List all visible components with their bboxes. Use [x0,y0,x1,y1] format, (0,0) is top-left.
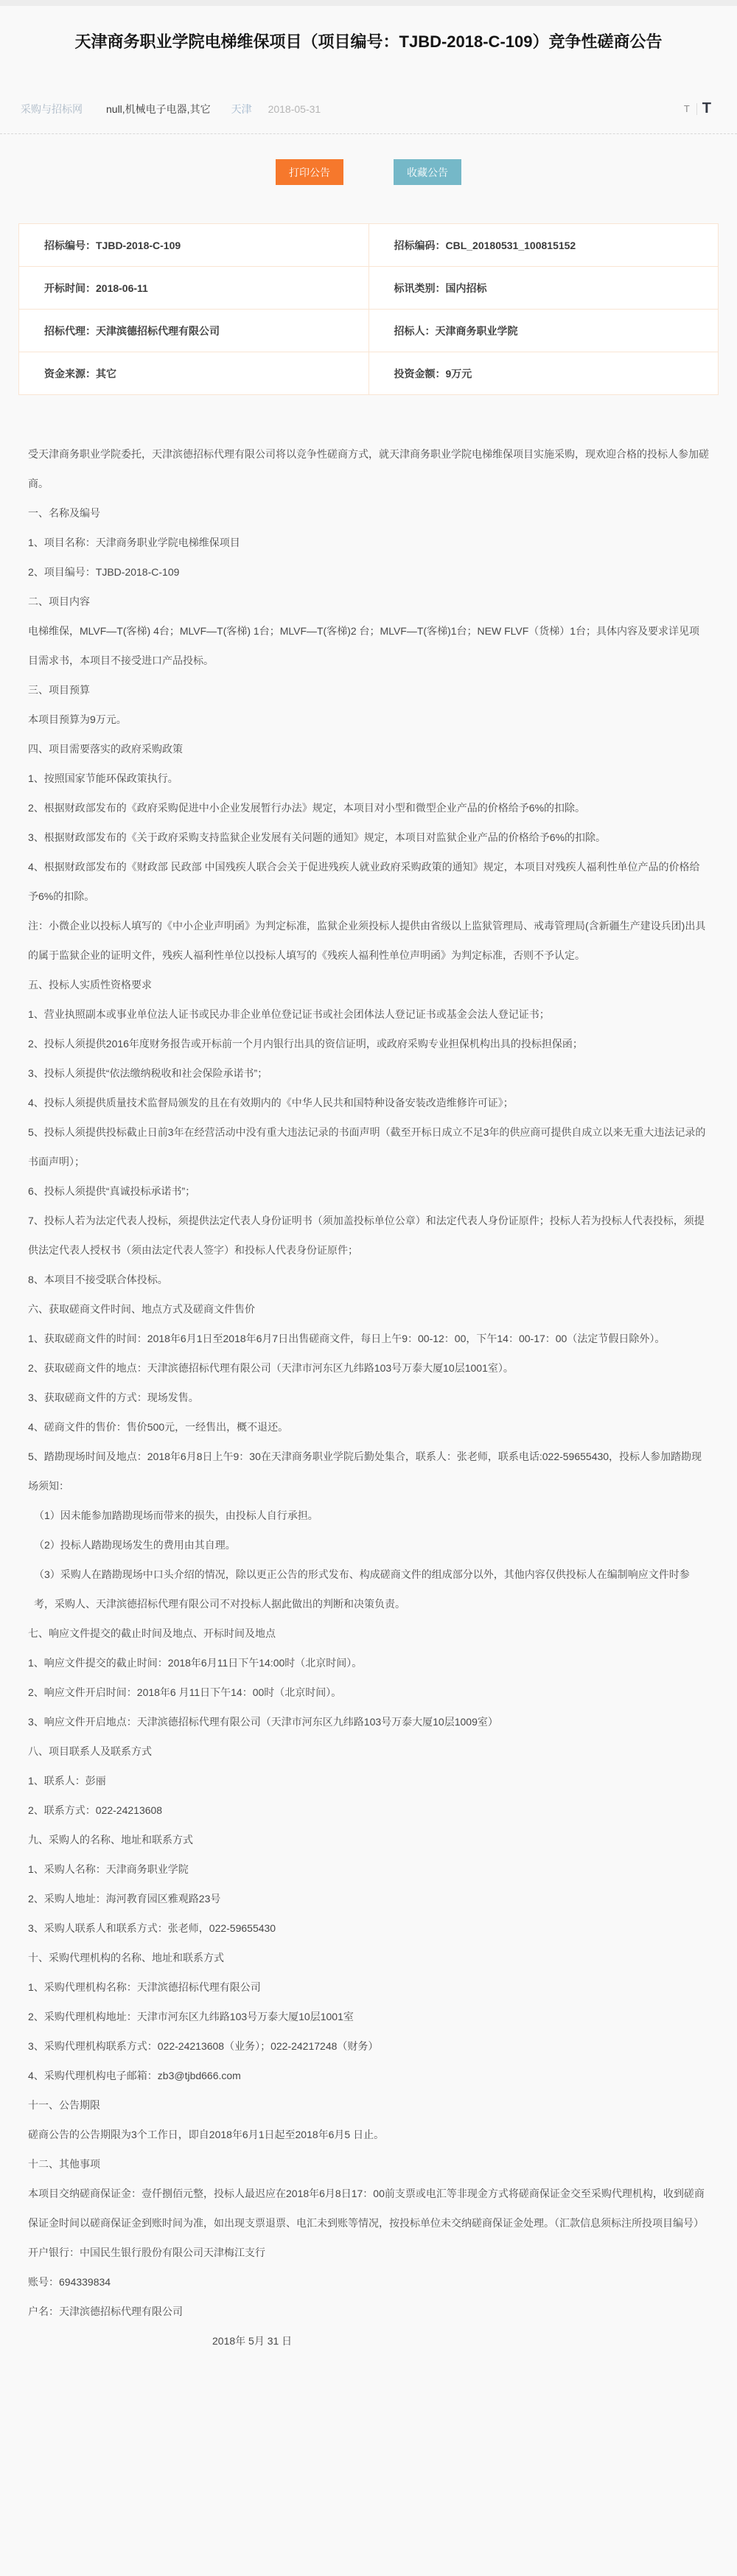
meta-bar [0,100,737,134]
body-paragraph: 3、采购人联系人和联系方式：张老师，022-59655430 [28,1922,276,1934]
body-paragraph: 七、响应文件提交的截止时间及地点、开标时间及地点 [28,1627,276,1639]
body-paragraph: 1、按照国家节能环保政策执行。 [28,772,178,784]
body-paragraph: 十一、公告期限 [28,2099,100,2111]
action-buttons [0,159,737,185]
body-paragraph: 2、项目编号：TJBD-2018-C-109 [28,566,180,578]
print-announcement-button[interactable]: 打印公告 [276,159,343,185]
table-cell-left: 招标代理：天津滨德招标代理有限公司 [19,310,369,352]
body-paragraph: 受天津商务职业学院委托，天津滨德招标代理有限公司将以竞争性磋商方式，就天津商务职业学院电梯维保项目实施采购，现欢迎合格的投标人参加磋商。 [28,448,709,489]
body-paragraph: 2、响应文件开启时间：2018年6 月11日下午14：00时（北京时间）。 [28,1686,342,1698]
body-paragraph: 1、采购人名称：天津商务职业学院 [28,1863,189,1875]
body-paragraph: 4、投标人须提供质量技术监督局颁发的且在有效期内的《中华人民共和国特种设备安装改造维修许可证》； [28,1097,514,1109]
body-paragraph: 3、投标人须提供“依法缴纳税收和社会保险承诺书”； [28,1067,268,1079]
body-paragraph: 八、项目联系人及联系方式 [28,1745,152,1757]
body-paragraph: 4、磋商文件的售价：售价500元，一经售出，概不退还。 [28,1421,289,1433]
table-row [19,310,719,352]
favorite-announcement-button[interactable]: 收藏公告 [394,159,461,185]
body-paragraph: 2、获取磋商文件的地点：天津滨德招标代理有限公司（天津市河东区九纬路103号万泰大厦10层1001室）。 [28,1362,514,1374]
body-paragraph: 2、根据财政部发布的《政府采购促进中小企业发展暂行办法》规定，本项目对小型和微型企业产品的价格给予6%的扣除。 [28,802,586,814]
body-paragraph: 8、本项目不接受联合体投标。 [28,1274,168,1285]
top-strip [0,0,737,6]
body-paragraph: 四、项目需要落实的政府采购政策 [28,743,183,755]
body-paragraph: 5、踏勘现场时间及地点：2018年6月8日上午9：30在天津商务职业学院后勤处集合，联系人：张老师，联系电话:022-59655430，投标人参加踏勘现场须知： [28,1451,702,1492]
table-cell-right: 标讯类别：国内招标 [368,267,719,310]
body-paragraph: 6、投标人须提供“真诚投标承诺书”； [28,1185,196,1197]
body-paragraph: 1、营业执照副本或事业单位法人证书或民办非企业单位登记证书或社会团体法人登记证书或基金会法人登记证书； [28,1008,550,1020]
source-site-label: 采购与招标网 [21,102,83,115]
body-paragraph: 4、根据财政部发布的《财政部 民政部 中国残疾人联合会关于促进残疾人就业政府采购政策的通知》规定，本项目对残疾人福利性单位产品的价格给予6%的扣除。 [28,861,700,902]
body-paragraph: 磋商公告的公告期限为3个工作日，即自2018年6月1日起至2018年6月5 日止。 [28,2129,385,2140]
body-paragraph: 1、联系人：彭丽 [28,1775,106,1787]
body-paragraph: 2、采购人地址：海河教育园区雅观路23号 [28,1893,221,1905]
body-paragraph: 六、获取磋商文件时间、地点方式及磋商文件售价 [28,1303,255,1315]
body-paragraph: 开户银行：中国民生银行股份有限公司天津梅江支行 [28,2247,265,2258]
body-paragraph: 一、名称及编号 [28,507,100,519]
body-paragraph: 3、根据财政部发布的《关于政府采购支持监狱企业发展有关问题的通知》规定，本项目对监狱企业产品的价格给予6%的扣除。 [28,831,607,843]
publish-date: 2018-05-31 [268,102,321,115]
body-paragraph: 4、采购代理机构电子邮箱：zb3@tjbd666.com [28,2070,241,2081]
body-paragraph: 账号：694339834 [28,2276,111,2288]
body-paragraph: 九、采购人的名称、地址和联系方式 [28,1834,193,1846]
body-paragraph: 1、获取磋商文件的时间：2018年6月1日至2018年6月7日出售磋商文件，每日上午9：00-12：00，下午14：00-17：00（法定节假日除外）。 [28,1333,666,1344]
body-paragraph: 5、投标人须提供投标截止日前3年在经营活动中没有重大违法记录的书面声明（截至开标日成立不足3年的供应商可提供自成立以来无重大违法记录的书面声明）； [28,1126,706,1167]
body-paragraph: 三、项目预算 [28,684,90,696]
body-paragraph: 二、项目内容 [28,596,90,607]
small-font-toggle[interactable]: T [683,103,690,114]
body-paragraph: 注：小微企业以投标人填写的《中小企业声明函》为判定标准，监狱企业须投标人提供由省级以上监狱管理局、戒毒管理局(含新疆生产建设兵团)出具的属于监狱企业的证明文件，残疾人福利性单位以投标人填写的《残疾人福利性单位声明函》为判定标准，否则不予认定。 [28,920,706,961]
body-paragraph: 1、响应文件提交的截止时间：2018年6月11日下午14:00时（北京时间）。 [28,1657,363,1669]
body-paragraph: 十、采购代理机构的名称、地址和联系方式 [28,1952,224,1964]
table-cell-right: 投资金额：9万元 [368,352,719,395]
body-paragraph: 3、采购代理机构联系方式：022-24213608（业务）；022-24217248（财务） [28,2040,379,2052]
body-paragraph: （3）采购人在踏勘现场中口头介绍的情况，除以更正公告的形式发布、构成磋商文件的组成部分以外，其他内容仅供投标人在编制响应文件时参考，采购人、天津滨德招标代理有限公司不对投标人据此做出的判断和决策负责。 [34,1568,690,1610]
body-paragraph: 1、采购代理机构名称：天津滨德招标代理有限公司 [28,1981,261,1993]
body-paragraph: 3、获取磋商文件的方式：现场发售。 [28,1392,199,1403]
font-size-toggle [677,100,716,117]
body-paragraph: 2、联系方式：022-24213608 [28,1804,163,1816]
body-paragraph: 电梯维保，MLVF—T(客梯) 4台；MLVF—T(客梯) 1台；MLVF—T(客梯)2 台；MLVF—T(客梯)1台；NEW FLVF（货梯）1台；具体内容及要求详见项目需求书，本项目不接受进口产品投标。 [28,625,700,666]
table-cell-left: 资金来源：其它 [19,352,369,395]
body-paragraph: 户名：天津滨德招标代理有限公司 [28,2306,183,2317]
page-title: 天津商务职业学院电梯维保项目（项目编号：TJBD-2018-C-109）竞争性磋商公告 [74,32,663,51]
body-paragraph: 本项目预算为9万元。 [28,713,127,725]
body-paragraph: 2、采购代理机构地址：天津市河东区九纬路103号万泰大厦10层1001室 [28,2011,354,2022]
body-paragraph: 十二、其他事项 [28,2158,100,2170]
meta-info [21,102,321,116]
body-paragraph: 2、投标人须提供2016年度财务报告或开标前一个月内银行出具的资信证明，或政府采购专业担保机构出具的投标担保函； [28,1038,583,1050]
body-paragraph: 3、响应文件开启地点：天津滨德招标代理有限公司（天津市河东区九纬路103号万泰大厦10层1009室） [28,1716,498,1728]
body-paragraph: 本项目交纳磋商保证金：壹仟捌佰元整，投标人最迟应在2018年6月8日17：00前支票或电汇等非现金方式将磋商保证金交至采购代理机构，收到磋商保证金时间以磋商保证金到账时间为准，如出现支票退票、电汇未到账等情况，按投标单位未交纳磋商保证金处理。（汇款信息须标注所投项目编号） [28,2188,705,2229]
announcement-body [0,395,737,2378]
body-paragraph: 7、投标人若为法定代表人投标，须提供法定代表人身份证明书（须加盖投标单位公章）和法定代表人身份证原件；投标人若为投标人代表投标，须提供法定代表人授权书（须由法定代表人签字）和投标人代表身份证原件； [28,1215,705,1256]
table-row [19,352,719,395]
body-paragraph: （1）因未能参加踏勘现场而带来的损失，由投标人自行承担。 [34,1509,318,1521]
table-cell-left: 招标编号：TJBD-2018-C-109 [19,224,369,267]
tender-info-table [18,223,719,395]
table-row [19,224,719,267]
table-row [19,267,719,310]
body-paragraph: （2）投标人踏勘现场发生的费用由其自理。 [34,1539,236,1551]
body-paragraph: 五、投标人实质性资格要求 [28,979,152,991]
category-label: null,机械电子电器,其它 [106,102,211,115]
large-font-toggle[interactable]: T [702,100,711,116]
table-cell-right: 招标编码：CBL_20180531_100815152 [368,224,719,267]
body-paragraph: 2018年 5月 31 日 [212,2335,293,2347]
table-cell-left: 开标时间：2018-06-11 [19,267,369,310]
body-paragraph: 1、项目名称：天津商务职业学院电梯维保项目 [28,537,240,548]
region-label: 天津 [231,102,252,115]
table-cell-right: 招标人：天津商务职业学院 [368,310,719,352]
